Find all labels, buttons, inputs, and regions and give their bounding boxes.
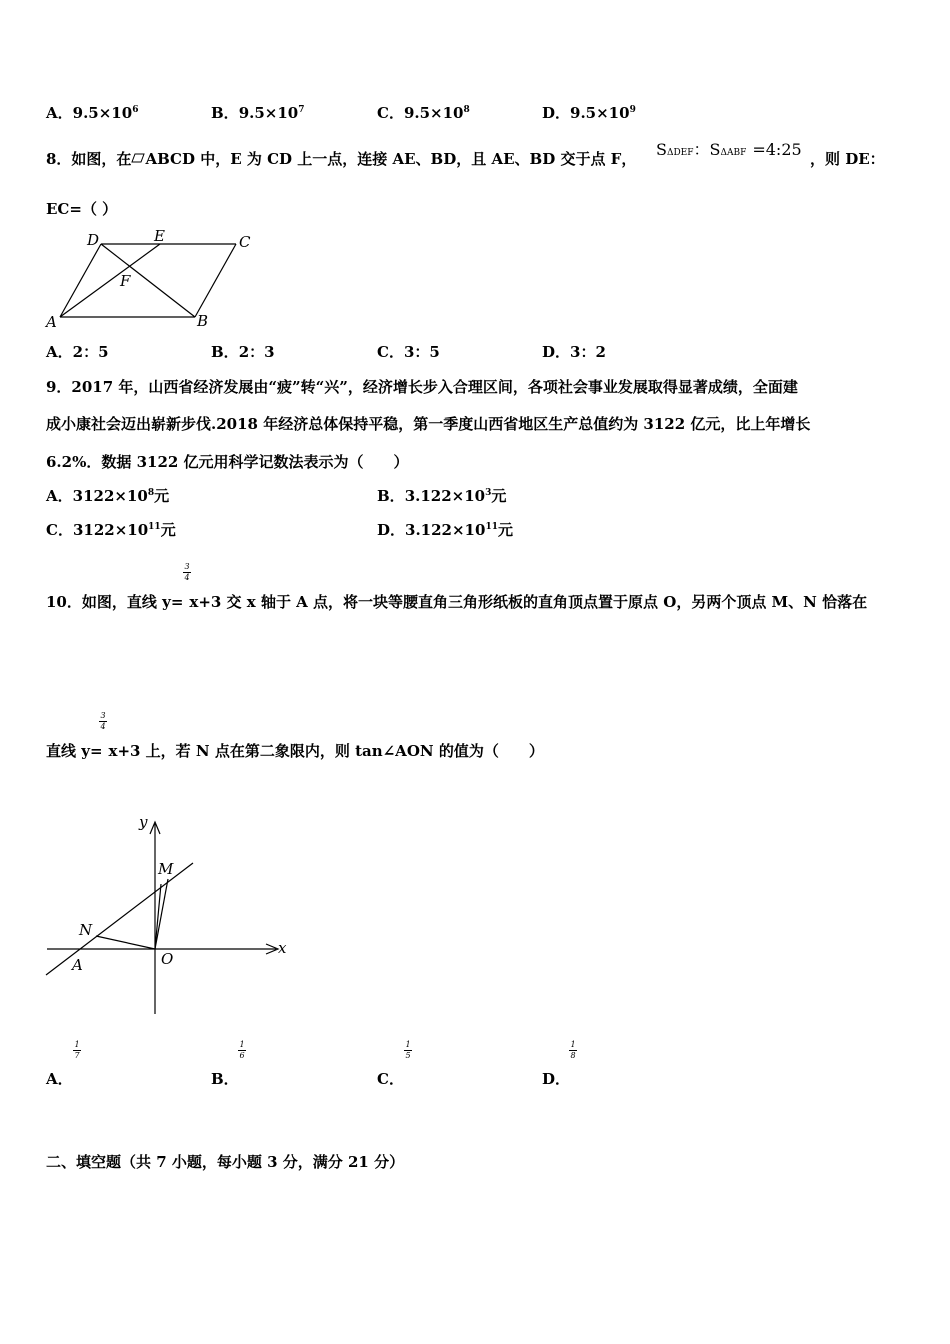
q8-label-c: C [239, 233, 251, 251]
q9-stem-line3: 6.2%．数据 3122 亿元用科学记数法表示为（ ） [46, 453, 409, 471]
section2-title: 二、填空题（共 7 小题，每小题 3 分，满分 21 分） [46, 1153, 405, 1171]
q8-stem-line2: EC=（ ） [46, 200, 118, 218]
q10-option-d-fraction: 1 8 [570, 1040, 576, 1060]
q10-segment-on [96, 936, 155, 949]
q8-label-a: A [46, 313, 57, 331]
q8-option-a: A．2：5 [46, 343, 109, 361]
q9-option-b: B．$3.122\times 10^3$元 [377, 487, 507, 505]
q9-stem-line2: 成小康社会迈出崭新步伐.2018 年经济总体保持平稳，第一季度山西省地区生产总值约为 3122 亿元，比上年增长 [46, 415, 811, 433]
q10-option-b: B． [211, 1070, 239, 1088]
q10-option-d: D． [542, 1070, 571, 1088]
q10-fraction-1: 3 4 [184, 562, 190, 582]
q10-stem-line1: 10．如图，直线 y= x+3 交 x 轴于 A 点，将一块等腰直角三角形纸板的直角顶点置于原点 O，另两个顶点 M、N 恰落在 [46, 593, 868, 611]
q7-option-d: D．$9.5\times 10^9$ [542, 104, 636, 122]
q10-label-x: x [278, 939, 287, 957]
q10-segment-om [155, 879, 168, 949]
q9-option-d: D．$3.122\times 10^{11}$元 [377, 521, 513, 539]
q9-option-a: A．$3122\times 10^8$元 [46, 487, 170, 505]
q10-option-c: C． [377, 1070, 404, 1088]
q10-option-a-fraction: 1 7 [74, 1040, 80, 1060]
q8-option-b: B．2：3 [211, 343, 275, 361]
q8-stem-end: ，则 DE： [810, 150, 885, 168]
q10-segment-om-side [155, 884, 161, 949]
q8-label-d: D [87, 231, 100, 249]
q8-area-ratio: SΔDEF：SΔABF =4:25 [656, 140, 802, 159]
q10-fraction-2: 3 4 [100, 711, 106, 731]
q10-label-a: A [72, 956, 83, 974]
q8-option-c: C．3：5 [377, 343, 440, 361]
q7-option-b: B．$9.5\times 10^7$ [211, 104, 305, 122]
q8-label-b: B [197, 312, 209, 330]
q10-label-n: N [79, 921, 93, 939]
q10-option-b-fraction: 1 6 [239, 1040, 245, 1060]
q8-stem: 8．如图，在 ABCD 中，E 为 CD 上一点，连接 AE、BD，且 AE、BD 交于点 F， [46, 150, 637, 168]
q8-label-f: F [120, 272, 131, 290]
q9-stem-line1: 9．2017 年，山西省经济发展由“疲”转“兴”，经济增长步入合理区间，各项社会事业发展取得显著成绩，全面建 [46, 378, 798, 396]
q8-option-d: D．3：2 [542, 343, 606, 361]
q7-option-c: C．$9.5\times 10^8$ [377, 104, 470, 122]
q7-option-a: A．$9.5\times 10^6$ [46, 104, 139, 122]
q9-option-c: C．$3122\times 10^{11}$元 [46, 521, 176, 539]
q10-label-m: M [158, 860, 174, 878]
q10-stem-line2: 直线 y= x+3 上，若 N 点在第二象限内，则 tan∠AON 的值为（ ） [46, 742, 544, 760]
q8-label-e: E [154, 227, 165, 245]
q10-option-c-fraction: 1 5 [405, 1040, 411, 1060]
q10-option-a: A． [46, 1070, 73, 1088]
q10-label-o: O [161, 950, 174, 968]
q10-label-y: y [139, 813, 148, 831]
